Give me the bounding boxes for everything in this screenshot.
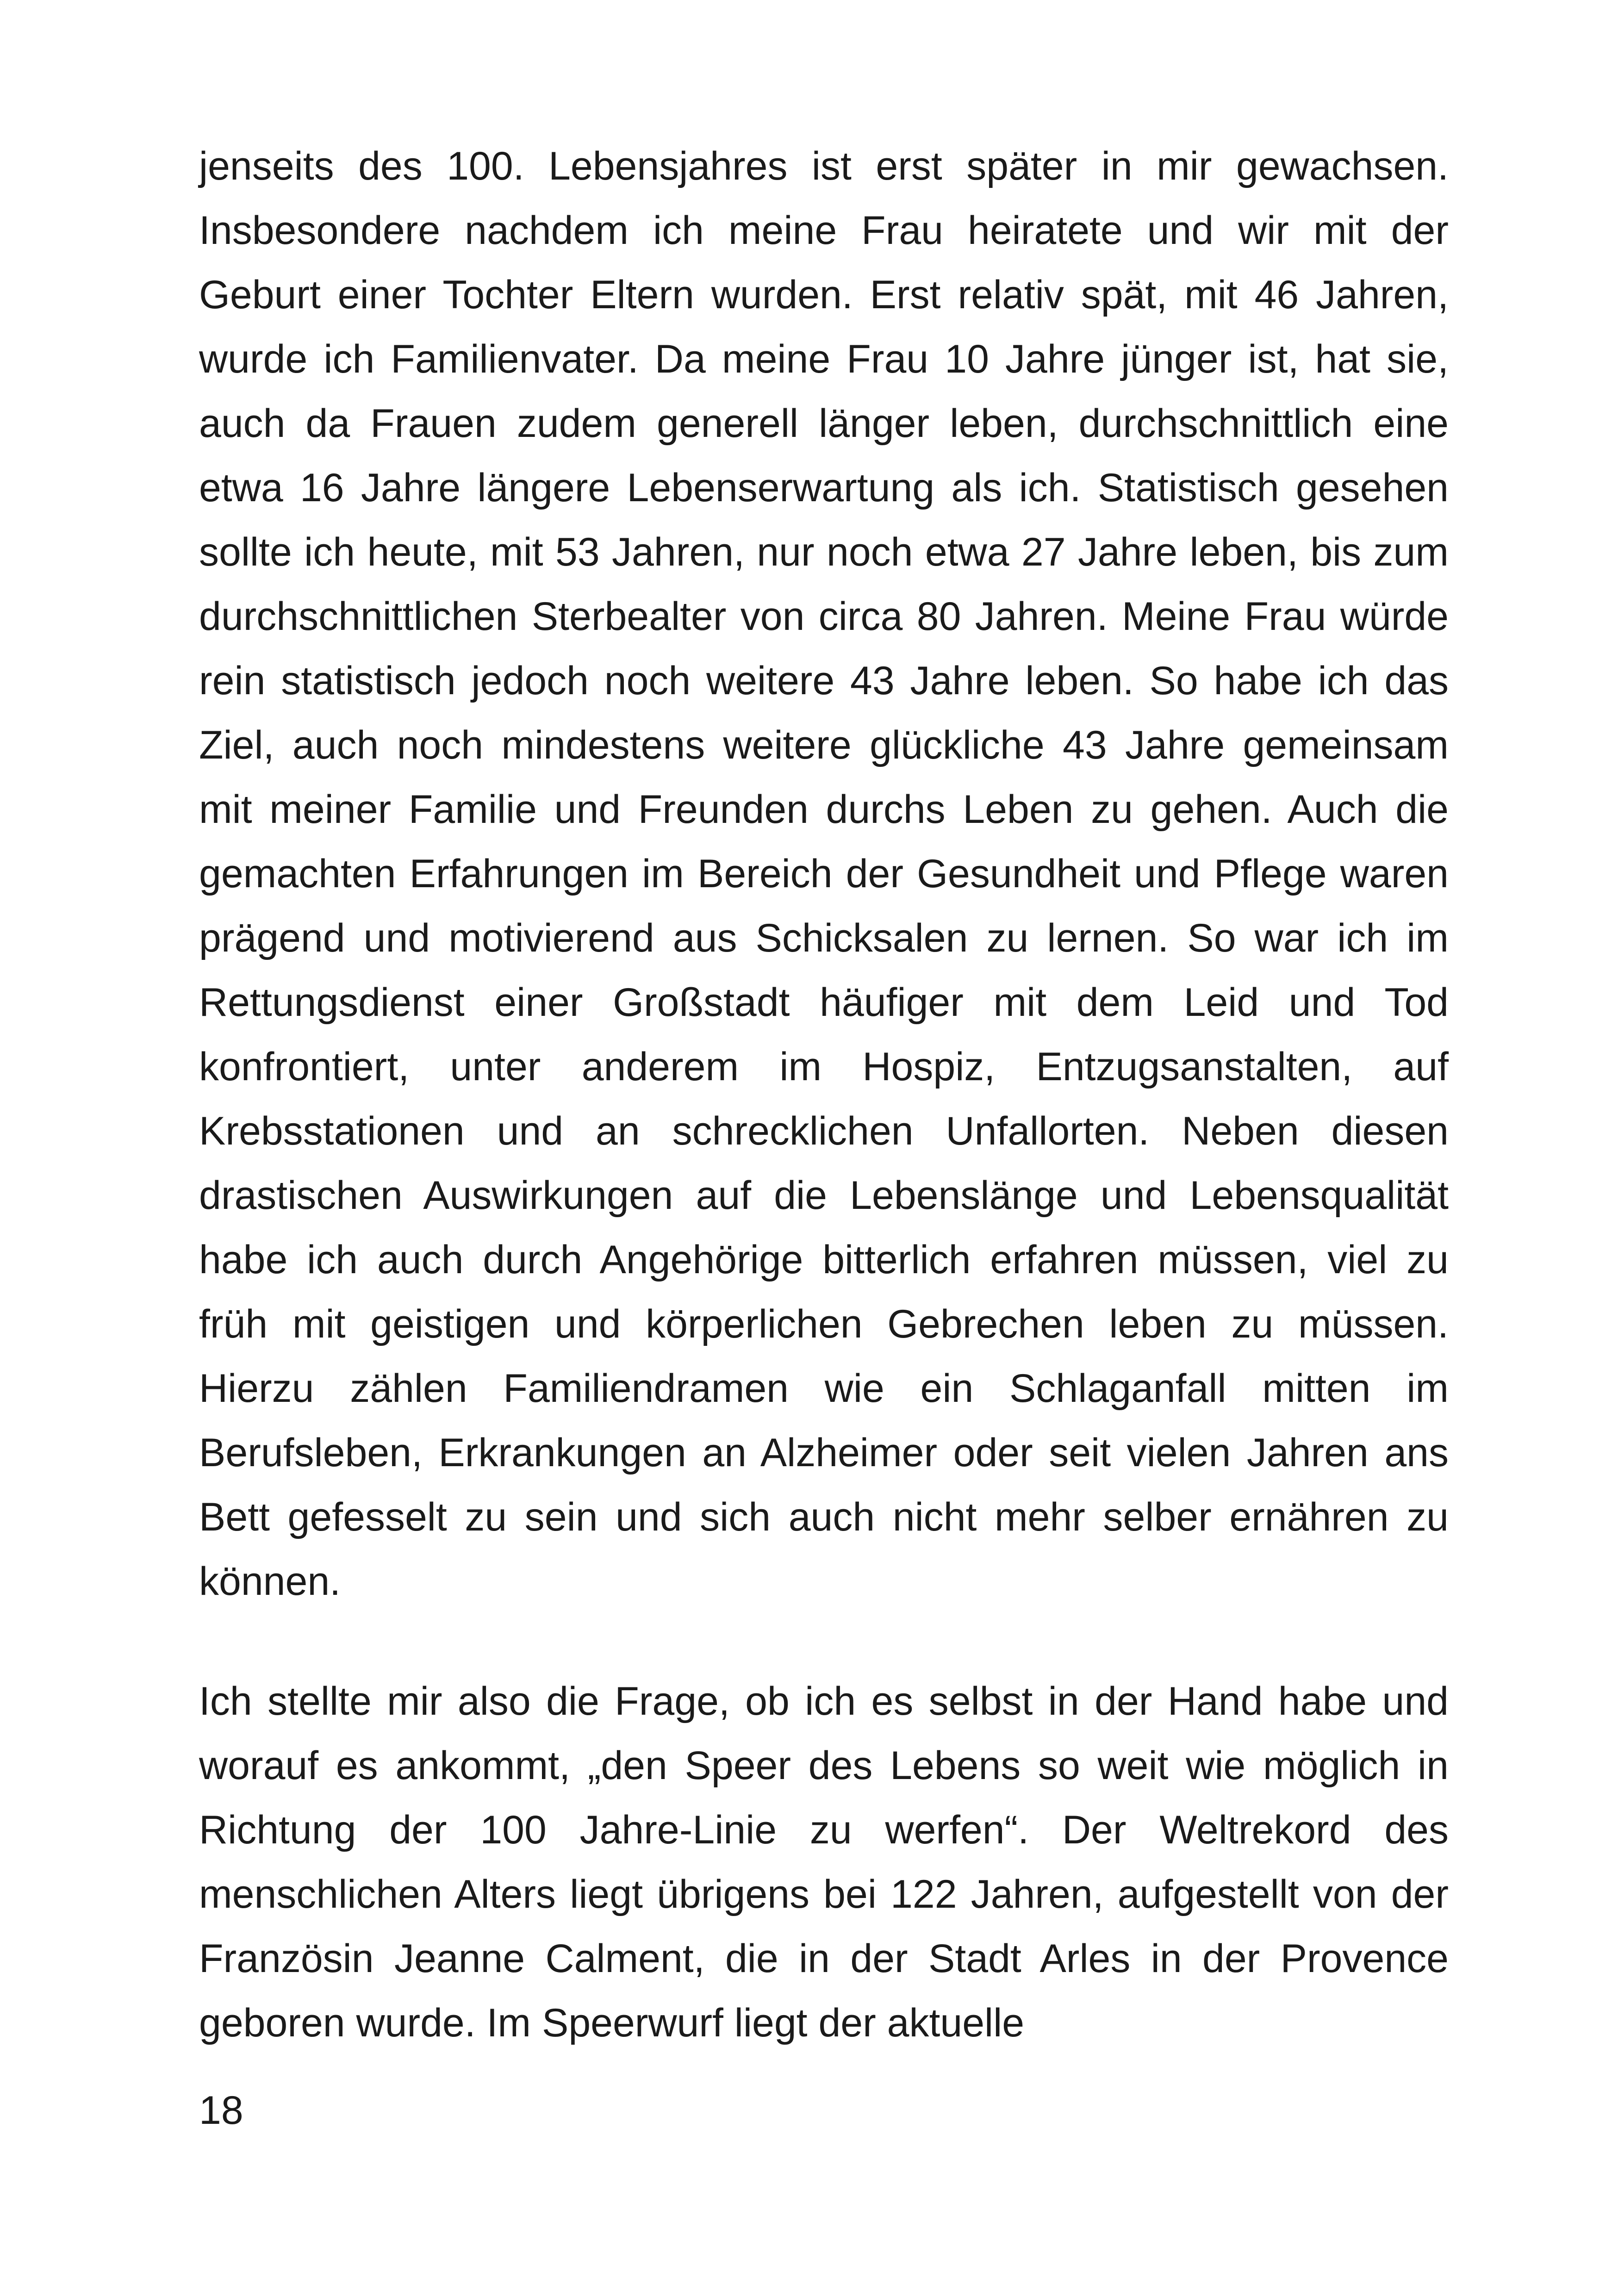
paragraph-1: jenseits des 100. Lebensjahres ist erst später in mir gewachsen. Insbesondere nachdem ich meine Frau heiratete und wir mit der Geburt einer Tochter Eltern wurden. Erst relativ spät, mit 46 Jahren, wurde ich Familienvater. Da meine Frau 10 Jahre jünger ist, hat sie, auch da Frauen zudem generell länger leben, durchschnittlich eine etwa 16 Jahre längere Lebenserwartung als ich. Statistisch gesehen sollte ich heute, mit 53 Jahren, nur noch etwa 27 Jahre leben, bis zum durchschnittlichen Sterbealter von circa 80 Jahren. Meine Frau würde rein statistisch jedoch noch weitere 43 Jahre leben. So habe ich das Ziel, auch noch mindestens weitere glückliche 43 Jahre gemeinsam mit meiner Familie und Freunden durchs Leben zu gehen. Auch die gemachten Erfahrungen im Bereich der Gesundheit und Pflege waren prägend und motivierend aus Schicksalen zu lernen. So war ich im Rettungsdienst einer Großstadt häufiger mit dem Leid und Tod konfrontiert, unter anderem im Hospiz, Entzugsanstalten, auf Krebsstationen und an schrecklichen Unfallorten. Neben diesen drastischen Auswirkungen auf die Lebenslänge und Lebensqualität habe ich auch durch Angehörige bitterlich erfahren müssen, viel zu früh mit geistigen und körperlichen Gebrechen leben zu müssen. Hierzu zählen Familiendramen wie ein Schlaganfall mitten im Berufsleben, Erkrankungen an Alzheimer oder seit vielen Jahren ans Bett gefesselt zu sein und sich auch nicht mehr selber ernähren zu können.	[199, 144, 1449, 1604]
page-body	[199, 134, 1449, 2055]
paragraph-2: Ich stellte mir also die Frage, ob ich es selbst in der Hand habe und worauf es ankommt, „den Speer des Lebens so weit wie möglich in Richtung der 100 Jahre-Linie zu werfen“. Der Weltrekord des menschlichen Alters liegt übrigens bei 122 Jahren, aufgestellt von der Französin Jeanne Calment, die in der Stadt Arles in der Provence geboren wurde. Im Speerwurf liegt der aktuelle	[199, 1679, 1449, 2045]
page-number: 18	[199, 2088, 243, 2133]
